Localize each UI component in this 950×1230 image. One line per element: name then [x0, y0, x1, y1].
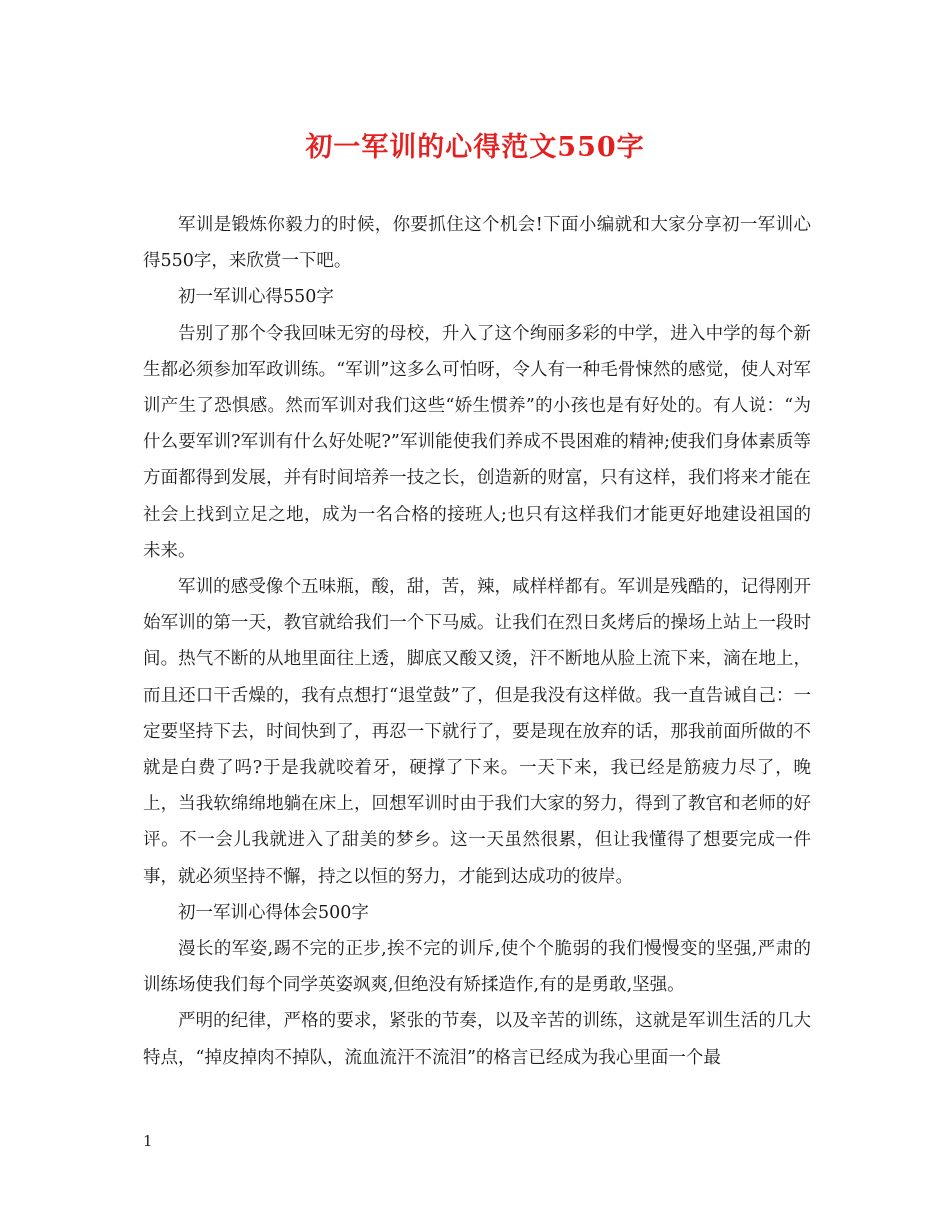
- paragraph-intro: 军训是锻炼你毅力的时候，你要抓住这个机会!下面小编就和大家分享初一军训心得550字，来欣赏一下吧。: [143, 215, 811, 272]
- subheading-550: 初一军训心得550字: [178, 287, 334, 308]
- paragraph-posture: 漫长的军姿,踢不完的正步,挨不完的训斥,使个个脆弱的我们慢慢变的坚强,严肃的训练场使我们每个同学英姿飒爽,但绝没有矫揉造作,有的是勇敢,坚强。: [143, 939, 811, 996]
- document-body: [143, 207, 811, 1076]
- document-title: 初一军训的心得范文550字: [305, 132, 645, 163]
- paragraph-discipline: 严明的纪律，严格的要求，紧张的节奏，以及辛苦的训练，这就是军训生活的几大特点，“掉皮掉肉不掉队，流血流汗不流泪”的格言已经成为我心里面一个最: [143, 1011, 811, 1068]
- paragraph-feelings: 军训的感受像个五味瓶，酸，甜，苦，辣，咸样样都有。军训是残酷的，记得刚开始军训的第一天，教官就给我们一个下马威。让我们在烈日炙烤后的操场上站上一段时间。热气不断的从地里面往上透，脚底又酸又烫，汗不断地从脸上流下来，滴在地上，而且还口干舌燥的，我有点想打“退堂鼓”了，但是我没有这样做。我一直告诫自己：一定要坚持下去，时间快到了，再忍一下就行了，要是现在放弃的话，那我前面所做的不就是白费了吗?于是我就咬着牙，硬撑了下来。一天下来，我已经是筋疲力尽了，晚上，当我软绵绵地躺在床上，回想军训时由于我们大家的努力，得到了教官和老师的好评。不一会儿我就进入了甜美的梦乡。这一天虽然很累，但让我懂得了想要完成一件事，就必须坚持不懈，持之以恒的努力，才能到达成功的彼岸。: [143, 577, 811, 887]
- paragraph-farewell: 告别了那个令我回味无穷的母校，升入了这个绚丽多彩的中学，进入中学的每个新生都必须参加军政训练。“军训”这多么可怕呀，令人有一种毛骨悚然的感觉，使人对军训产生了恐惧感。然而军训对我们这些“娇生惯养”的小孩也是有好处的。有人说：“为什么要军训?军训有什么好处呢?”军训能使我们养成不畏困难的精神;使我们身体素质等方面都得到发展，并有时间培养一技之长，创造新的财富，只有这样，我们将来才能在社会上找到立足之地，成为一名合格的接班人;也只有这样我们才能更好地建设祖国的未来。: [143, 323, 811, 561]
- subheading-500: 初一军训心得体会500字: [178, 902, 369, 923]
- page-number: 1: [143, 1132, 153, 1150]
